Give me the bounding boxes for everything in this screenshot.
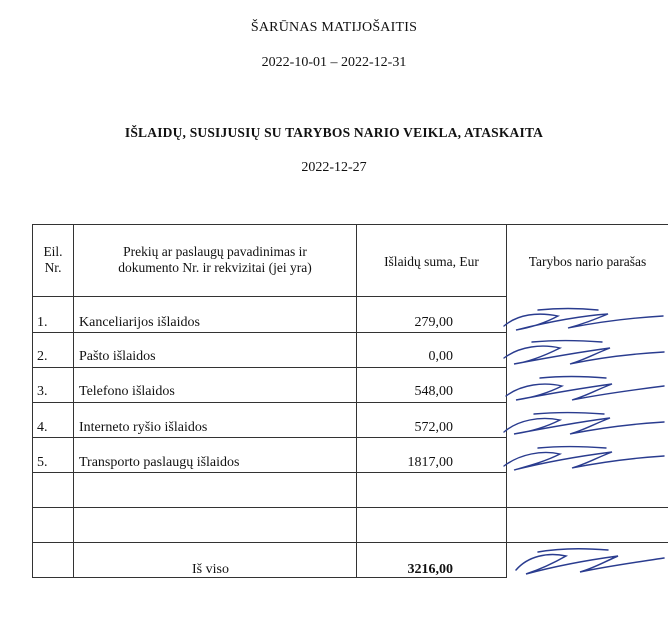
expense-table — [32, 224, 668, 578]
header-divider — [32, 296, 507, 297]
header-name-line2: dokumento Nr. ir rekvizitai (jei yra) — [118, 260, 312, 275]
row-amount: 279,00 — [414, 315, 453, 330]
row-divider — [32, 472, 507, 473]
row-no: 2. — [37, 349, 48, 364]
signature-icon — [498, 336, 668, 372]
signature-icon — [508, 542, 668, 582]
table-border-top — [32, 224, 668, 225]
header-no-line1: Eil. — [43, 244, 63, 259]
header-name-line1: Prekių ar paslaugų pavadinimas ir — [123, 244, 307, 259]
row-no: 3. — [37, 384, 48, 399]
header-name — [74, 244, 356, 276]
header-no-line2: Nr. — [44, 260, 62, 275]
row-name: Telefono išlaidos — [79, 384, 175, 399]
row-amount: 0,00 — [428, 349, 453, 364]
row-amount: 572,00 — [414, 420, 453, 435]
row-no: 1. — [37, 315, 48, 330]
signature-icon — [498, 302, 668, 338]
signature-icon — [498, 372, 668, 408]
row-divider — [32, 507, 668, 508]
row-no: 4. — [37, 420, 48, 435]
row-no: 5. — [37, 455, 48, 470]
header-no — [32, 244, 74, 276]
row-amount: 548,00 — [414, 384, 453, 399]
row-divider — [32, 437, 507, 438]
row-name: Kanceliarijos išlaidos — [79, 315, 200, 330]
signature-icon — [498, 406, 668, 442]
row-divider — [32, 402, 507, 403]
table-border-left — [32, 224, 33, 578]
row-name: Transporto paslaugų išlaidos — [79, 455, 240, 470]
row-name: Pašto išlaidos — [79, 349, 156, 364]
document-title: IŠLAIDŲ, SUSIJUSIŲ SU TARYBOS NARIO VEIKLA, ATASKAITA — [124, 125, 544, 140]
row-divider — [32, 367, 507, 368]
header-signature: Tarybos nario parašas — [528, 254, 647, 269]
author-name: ŠARŪNAS MATIJOŠAITIS — [250, 20, 418, 35]
signature-icon — [498, 440, 668, 476]
total-amount: 3216,00 — [407, 562, 453, 577]
row-amount: 1817,00 — [407, 455, 453, 470]
column-divider — [356, 224, 357, 578]
report-period: 2022-10-01 – 2022-12-31 — [261, 55, 407, 70]
document-date: 2022-12-27 — [301, 160, 367, 175]
total-label: Iš viso — [192, 562, 229, 577]
row-name: Interneto ryšio išlaidos — [79, 420, 208, 435]
header-amount: Išlaidų suma, Eur — [384, 254, 479, 269]
column-divider — [73, 224, 74, 578]
row-divider — [32, 332, 507, 333]
